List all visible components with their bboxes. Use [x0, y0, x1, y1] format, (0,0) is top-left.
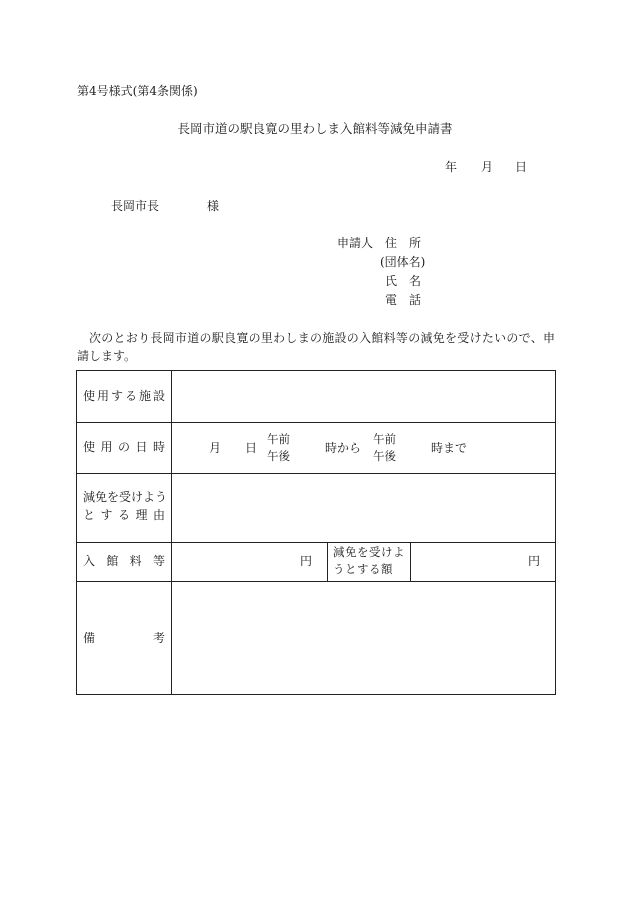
- addressee-name: 長岡市長: [111, 199, 160, 213]
- date-year-label: 年: [445, 160, 458, 174]
- exempt-yen-label: 円: [528, 554, 541, 568]
- datetime-day-label: 日: [245, 441, 258, 455]
- fee-label: 入館料等: [83, 554, 165, 568]
- exempt-amount-label-line1: 減免を受けよ: [333, 545, 405, 559]
- applicant-phone-label: 電話: [385, 293, 421, 307]
- application-table: [76, 370, 556, 695]
- request-statement: 次のとおり長岡市道の駅良寛の里わしまの施設の入館料等の減免を受けたいので、申請します。: [77, 331, 555, 363]
- date-month-label: 月: [481, 160, 494, 174]
- date-day-label: 日: [515, 160, 528, 174]
- remarks-field[interactable]: [172, 582, 555, 694]
- applicant-name-label: 氏名: [385, 274, 421, 288]
- reason-field[interactable]: [172, 474, 555, 541]
- from-label: 時から: [325, 441, 362, 455]
- start-pm-label: 午後: [267, 449, 290, 463]
- exempt-amount-label-line2: うとする額: [333, 562, 393, 576]
- start-am-label: 午前: [267, 432, 290, 446]
- reason-label-line2: とする理由: [83, 508, 165, 522]
- remarks-label: 備考: [83, 631, 165, 645]
- page-title: 長岡市道の駅良寛の里わしま入館料等減免申請書: [177, 121, 453, 136]
- until-label: 時まで: [431, 441, 468, 455]
- facility-label: 使用する施設: [83, 389, 165, 403]
- datetime-label: 使用の日時: [83, 440, 165, 454]
- end-am-label: 午前: [373, 432, 396, 446]
- reason-label-line1: 減免を受けよう: [83, 490, 168, 504]
- facility-field[interactable]: [172, 372, 555, 422]
- addressee-honorific: 様: [207, 199, 220, 213]
- row-divider: [77, 422, 555, 423]
- datetime-month-label: 月: [209, 441, 222, 455]
- form-number: 第4号様式(第4条関係): [77, 84, 198, 98]
- applicant-address-label: 住所: [385, 236, 421, 250]
- applicant-group-label: (団体名): [380, 255, 426, 269]
- fee-column-divider: [327, 542, 328, 581]
- end-pm-label: 午後: [373, 449, 396, 463]
- fee-yen-label: 円: [300, 554, 313, 568]
- applicant-label: 申請人: [337, 236, 374, 250]
